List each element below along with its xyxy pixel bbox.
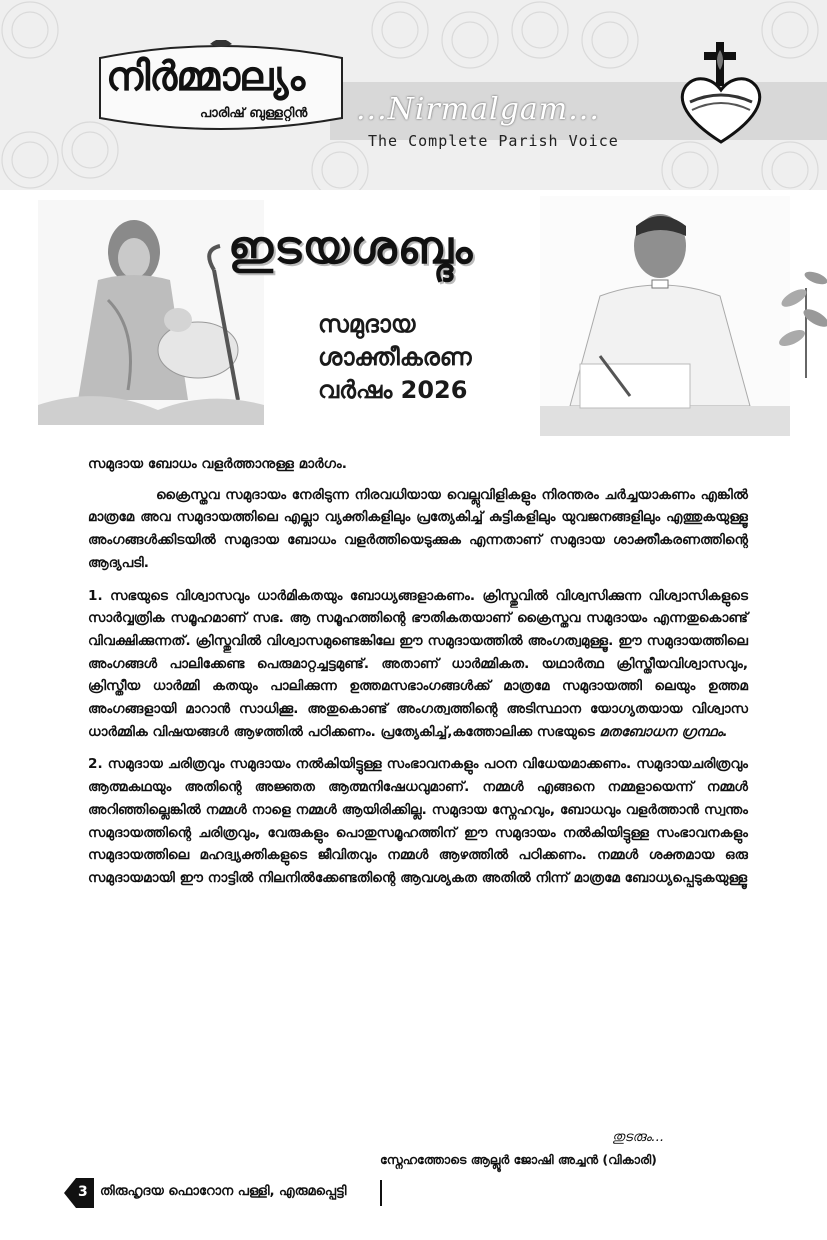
article-body <box>88 453 748 900</box>
article-lead: സമുദായ ബോധം വളർത്താനുള്ള മാർഗം. <box>88 456 347 472</box>
continued-note: തുടരും... <box>612 1129 665 1145</box>
article-point-2: 2. സമുദായ ചരിത്രവും സമുദായം നൽകിയിട്ടുള്ള സംഭാവനകളും പഠന വിധേയമാക്കണം. സമുദായചരിത്രവും ആത്മകഥയും അതിന്റെ അജ്ഞത ആത്മനിഷേധവുമാണ്. നമ്മൾ എങ്ങനെ നമ്മളായെന്ന് നമ്മൾ അറിഞ്ഞില്ലെങ്കിൽ നമ്മൾ നാളെ നമ്മൾ ആയിരിക്കില്ല. സമുദായ സ്നേഹവും, ബോധവും വളർത്താൻ സ്വന്തം സമുദായത്തിന്റെ ചരിത്രവും, വേരുകളും പൊതുസമൂഹത്തിന് ഈ സമുദായം നൽകിയിട്ടുള്ള സംഭാവനകളും സമുദായത്തിലെ മഹദ്വ്യക്തികളുടെ ജീവിതവും നമ്മൾ ആഴത്തിൽ പഠിക്കണം. നമ്മൾ ശക്തമായ ഒരു സമുദായമായി ഈ നാട്ടിൽ നിലനിൽക്കേണ്ടതിന്റെ ആവശ്യകത അതിൽ നിന്ന് മാത്രമേ ബോധ്യപ്പെടുകയുള്ളൂ <box>88 756 748 886</box>
subtitle-line: വർഷം 2026 <box>318 376 468 404</box>
vicar-photo <box>540 196 790 436</box>
footer-divider <box>380 1180 382 1206</box>
parish-name: തിരുഹൃദയ ഫൊറോന പള്ളി, എരുമപ്പെട്ടി <box>100 1184 347 1199</box>
logo-title: നിർമ്മാല്യം <box>106 54 305 100</box>
subtitle-line: സമുദായ <box>318 310 416 338</box>
page-number: 3 <box>78 1184 88 1200</box>
article-point-1 <box>88 585 748 744</box>
masthead <box>0 0 827 190</box>
logo-subtitle: പാരിഷ് ബുള്ളറ്റിൻ <box>200 106 308 121</box>
point-1-emphasis: മതബോധന ഗ്രന്ഥം. <box>599 723 728 740</box>
brand-name: ...Nirmalgam... <box>356 92 600 127</box>
signature: സ്നേഹത്തോടെ ആല്ലൂർ ജോഷി അച്ചൻ (വികാരി) <box>380 1152 657 1167</box>
page-title: ഇടയശബ്ദം <box>228 220 474 274</box>
subtitle-line: ശാക്തീകരണ <box>318 343 472 371</box>
plant-decoration <box>776 248 827 378</box>
tagline: The Complete Parish Voice <box>368 132 619 150</box>
sacred-heart-cross-icon <box>676 40 766 150</box>
point-1-text: 1. സഭയുടെ വിശ്വാസവും ധാർമികതയും ബോധ്യങ്ങളാകണം. ക്രിസ്തുവിൽ വിശ്വസിക്കുന്ന വിശ്വാസികളുടെ സാർവ്വത്രിക സമൂഹമാണ് സഭ. ആ സമൂഹത്തിന്റെ ഭൗതികതയാണ് ക്രൈസ്തവ സമുദായം എന്നതുകൊണ്ട് വിവക്ഷിക്കുന്നത്. ക്രിസ്തുവിൽ വിശ്വാസമുണ്ടെങ്കിലേ ഈ സമുദായത്തിൽ അംഗത്വമുള്ളൂ. ഈ സമുദായത്തിലെ അംഗങ്ങൾ പാലിക്കേണ്ട പെരുമാറ്റച്ചട്ടമുണ്ട്. അതാണ് ധാർമ്മികത. യഥാർത്ഥ ക്രിസ്തീയവിശ്വാസവും, ക്രിസ്തീയ ധാർമ്മി കതയും പാലിക്കുന്ന ഉത്തമസഭാംഗങ്ങൾക്ക് മാത്രമേ സമുദായത്തി ലെയും ഉത്തമ അംഗങ്ങളായി മാറാൻ സാധിക്കൂ. അതുകൊണ്ട് അംഗത്വത്തിന്റെ അടിസ്ഥാന യോഗ്യതയായ വിശ്വാസ ധാർമ്മിക വിഷയങ്ങൾ ആഴത്തിൽ പഠിക്കണം. പ്രത്യേകിച്ച്,കത്തോലിക്ക സഭയുടെ <box>88 587 748 740</box>
title-section <box>0 190 827 440</box>
article-intro: ക്രൈസ്തവ സമുദായം നേരിടുന്ന നിരവധിയായ വെല്ലുവിളികളും നിരന്തരം ചർച്ചയാകണം എങ്കിൽ മാത്രമേ അവ സമുദായത്തിലെ എല്ലാ വ്യക്തികളിലും പ്രത്യേകിച്ച് കുട്ടികളിലും യുവജനങ്ങളിലും എത്തുകയുള്ളൂ അംഗങ്ങൾക്കിടയിൽ സമുദായ ബോധം വളർത്തിയെടുക്കുക എന്നതാണ് സമുദായ ശാക്തീകരണത്തിന്റെ ആദ്യപടി. <box>88 486 748 571</box>
subtitle <box>318 308 472 407</box>
logo <box>92 40 350 136</box>
page-footer <box>64 1178 384 1208</box>
